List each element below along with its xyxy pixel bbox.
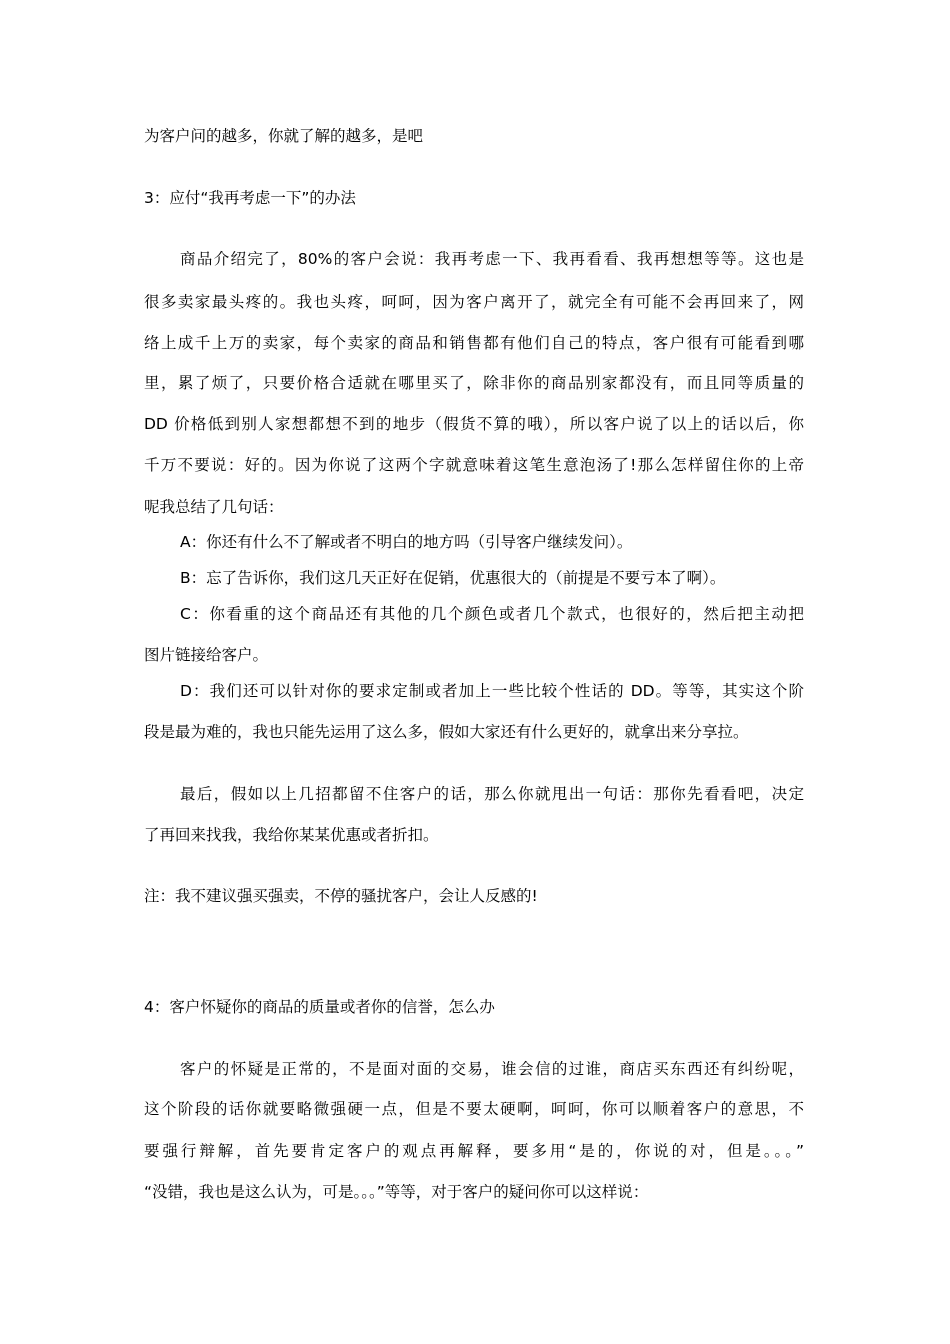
paragraph-line: 很多卖家最头疼的。我也头疼，呵呵，因为客户离开了，就完全有可能不会再回来了，网	[144, 293, 804, 311]
paragraph-line: 商品介绍完了，80%的客户会说：我再考虑一下、我再看看、我再想想等等。这也是	[180, 250, 804, 268]
paragraph-line: “没错，我也是这么认为，可是。。。”等等，对于客户的疑问你可以这样说：	[144, 1183, 649, 1201]
paragraph-line: 络上成千上万的卖家，每个卖家的商品和销售都有他们自己的特点，客户很有可能看到哪	[144, 334, 804, 352]
list-item-d-continuation: 段是最为难的，我也只能先运用了这么多，假如大家还有什么更好的，就拿出来分享拉。	[144, 723, 749, 741]
section-heading: 3：应付“我再考虑一下”的办法	[144, 189, 356, 207]
paragraph-line: 呢我总结了几句话：	[144, 498, 284, 516]
list-item-a: A：你还有什么不了解或者不明白的地方吗（引导客户继续发问）。	[180, 533, 633, 551]
paragraph-line: 这个阶段的话你就要略微强硬一点，但是不要太硬啊，呵呵，你可以顺着客户的意思，不	[144, 1100, 804, 1118]
list-item-c: C：你看重的这个商品还有其他的几个颜色或者几个款式，也很好的，然后把主动把	[180, 605, 804, 623]
paragraph-line: 要强行辩解，首先要肯定客户的观点再解释，要多用“是的，你说的对，但是。。。”	[144, 1142, 804, 1160]
paragraph-line: 客户的怀疑是正常的，不是面对面的交易，谁会信的过谁，商店买东西还有纠纷呢，	[180, 1060, 804, 1078]
paragraph-line: 里，累了烦了，只要价格合适就在哪里买了，除非你的商品别家都没有，而且同等质量的	[144, 374, 804, 392]
paragraph-line: 最后，假如以上几招都留不住客户的话，那么你就甩出一句话：那你先看看吧，决定	[180, 785, 804, 803]
note: 注：我不建议强买强卖，不停的骚扰客户，会让人反感的!	[144, 887, 538, 905]
paragraph-line: DD 价格低到别人家想都想不到的地步（假货不算的哦），所以客户说了以上的话以后，你	[144, 415, 804, 433]
paragraph-line: 了再回来找我，我给你某某优惠或者折扣。	[144, 826, 439, 844]
list-item-d: D：我们还可以针对你的要求定制或者加上一些比较个性话的 DD。等等，其实这个阶	[180, 682, 804, 700]
paragraph-line: 千万不要说：好的。因为你说了这两个字就意味着这笔生意泡汤了!那么怎样留住你的上帝	[144, 456, 804, 474]
text-line: 为客户问的越多，你就了解的越多，是吧	[144, 127, 424, 145]
list-item-b: B：忘了告诉你，我们这几天正好在促销，优惠很大的（前提是不要亏本了啊）。	[180, 569, 726, 587]
list-item-c-continuation: 图片链接给客户。	[144, 646, 269, 664]
section-heading: 4：客户怀疑你的商品的质量或者你的信誉，怎么办	[144, 998, 495, 1016]
